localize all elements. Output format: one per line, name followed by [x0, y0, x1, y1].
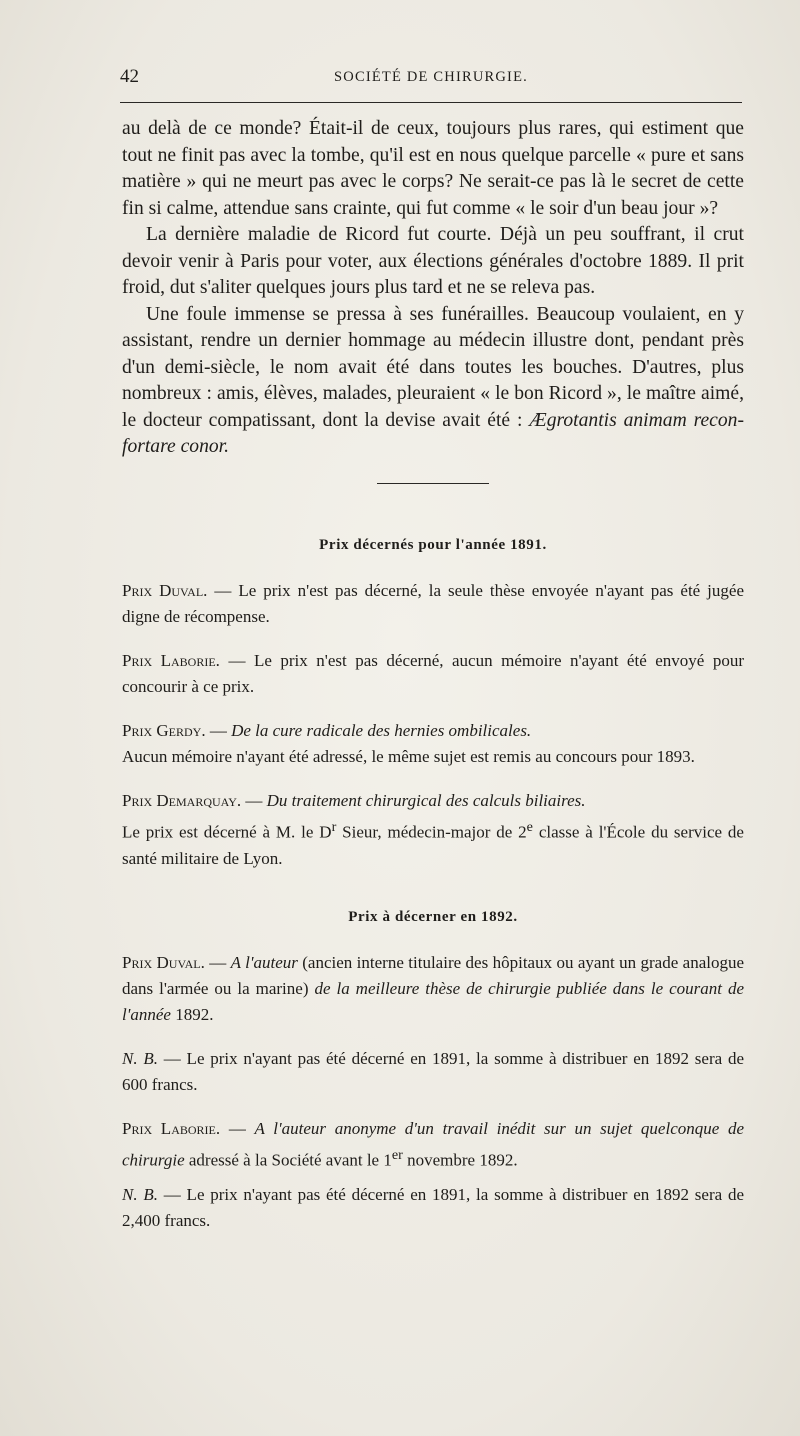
running-title: SOCIÉTÉ DE CHIRURGIE. — [334, 69, 528, 85]
prize-duval-1891 — [122, 578, 744, 630]
prize-laborie-1891 — [122, 648, 744, 700]
prize-dash: — — [245, 791, 263, 810]
prize-gerdy-1891 — [122, 718, 744, 770]
prize-laborie-1892 — [122, 1116, 744, 1174]
prize-dash: — — [228, 1119, 246, 1139]
body-paragraph-1: au delà de ce monde? Était-il de ceux, toujours plus rares, qui estiment que tout ne finit pas avec la tombe, qu'il est en nous quelque parcelle « pure et sans matière » qui ne meurt pas avec le corps? Ne serait-ce pas là le secret de cette fin si calme, attendue sans crainte, qui fut comme « le soir d'un beau jour »? — [122, 118, 744, 219]
prize-lead: A l'auteur — [230, 953, 298, 973]
prize-name: Prix Laborie. — [122, 1119, 221, 1139]
prize-name: Prix Gerdy. — [122, 721, 206, 740]
prize-name: Prix Laborie. — [122, 651, 220, 670]
prize-superscript: r — [331, 819, 337, 835]
nb-text: — Le prix n'ayant pas été décerné en 1891, la somme à distribuer en 1892 sera de 600 francs. — [122, 1049, 744, 1095]
nota-bene-duval — [122, 1046, 744, 1098]
page-number: 42 — [120, 66, 139, 87]
prize-text: (ancien interne titulaire des hôpitaux ou ayant un grade analogue dans l'armée ou la marine) — [122, 953, 745, 999]
page-body — [122, 116, 744, 1234]
prize-subject: A l'auteur anonyme d'un travail inédit sur un sujet quelconque de chirurgie — [122, 1119, 745, 1170]
prize-superscript: e — [526, 819, 533, 835]
prize-duval-1892 — [122, 950, 744, 1028]
page-header — [120, 66, 742, 92]
prize-text: — Le prix n'est pas décerné, aucun mémoire n'ayant été envoyé pour concourir à ce prix. — [122, 651, 745, 696]
prize-subject: de la meilleure thèse de chirurgie publiée dans le courant de l'année — [122, 979, 744, 1025]
nb-text: — Le prix n'ayant pas été décerné en 1891, la somme à distribuer en 1892 sera de 2,400 francs. — [122, 1184, 744, 1230]
nota-bene-laborie — [122, 1182, 744, 1234]
prize-text: Aucun mémoire n'ayant été adressé, le même sujet est remis au concours pour 1893. — [122, 747, 695, 766]
prize-superscript: er — [391, 1147, 403, 1164]
prize-demarquay-1891 — [122, 788, 744, 872]
prize-name: Prix Duval. — [122, 953, 205, 973]
prize-text-start: Le prix est décerné à M. le D — [122, 822, 332, 842]
heading-prizes-1891: Prix décernés pour l'année 1891. — [319, 536, 547, 553]
prize-subject: Du traitement chirurgical des calculs biliaires. — [266, 791, 586, 810]
prize-text-end: classe à l'École du service de santé militaire de Lyon. — [122, 822, 744, 868]
prize-name: Prix Demarquay. — [122, 791, 242, 810]
prize-dash: — — [209, 721, 227, 740]
body-paragraph-2: La dernière maladie de Ricord fut courte. Déjà un peu souffrant, il crut devoir venir à Paris pour voter, aux élections générales d'octobre 1889. Il prit froid, dut s'aliter quelques jours plus tard et ne se releva pas. — [122, 224, 744, 298]
prize-subject: De la cure radicale des hernies ombilicales. — [231, 721, 532, 740]
header-rule — [120, 102, 742, 103]
motto: Ægrotantis animam reconfortare conor. — [122, 409, 745, 457]
prize-dash: — — [209, 953, 227, 973]
prize-text-end: novembre 1892. — [402, 1150, 518, 1170]
paragraph-3-text: Une foule immense se pressa à ses funérailles. Beaucoup voulaient, en y assistant, rendre un dernier hommage au médecin illustre dont, pendant près d'un demi-siècle, le nom avait été dans toutes les bouches. D'autres, plus nombreux : amis, élèves, malades, pleuraient « le bon Ricord », le maître aimé, le docteur compatissant, dont la devise avait été : — [122, 303, 744, 431]
prize-year: 1892. — [175, 1005, 214, 1025]
heading-prizes-1892: Prix à décerner en 1892. — [348, 908, 518, 925]
section-divider — [377, 483, 489, 484]
nb-label: N. B. — [122, 1184, 158, 1204]
prize-text-middle: Sieur, médecin-major de 2 — [336, 822, 527, 842]
prize-name: Prix Duval. — [122, 581, 208, 600]
body-paragraph-3 — [122, 302, 744, 461]
prize-text: — Le prix n'est pas décerné, la seule thèse envoyée n'ayant pas été jugée digne de récompense. — [122, 581, 744, 626]
nb-label: N. B. — [122, 1049, 158, 1069]
prize-text-start: adressé à la Société avant le 1 — [188, 1150, 392, 1170]
